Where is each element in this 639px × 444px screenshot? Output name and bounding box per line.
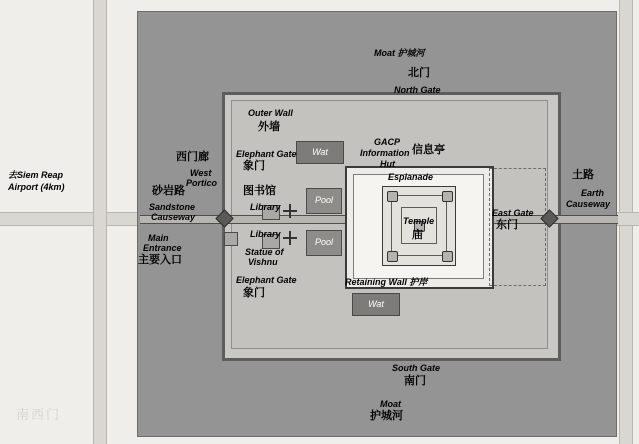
west-portico-en2-label: Portico [186,178,218,188]
outer-wall-cn-label: 外墙 [258,121,280,133]
north-gate-en-label: North Gate [394,85,441,95]
main-entrance-en2-label: Entrance [143,243,182,253]
east-gate-cn-label: 东门 [496,219,518,231]
elephant-gate-north-cn-label: 象门 [243,160,265,172]
sandstone-en2-label: Causeway [151,212,196,222]
elephant-gate-south-en-label: Elephant Gate [236,275,297,285]
wat-south-label: Wat [368,299,384,309]
moat-south-en-label: Moat [380,399,401,409]
gacp-line2-label: Information [360,148,410,158]
wat-north-label: Wat [312,147,328,157]
east-gate-en-label: East Gate [492,208,534,218]
temple-cn-label: 庙 [412,229,423,241]
gacp-line3-label: Hut [380,159,395,169]
library-north-en-label: Library [250,202,281,212]
pool-north-label: Pool [314,195,333,205]
west-portico-en1-label: West [190,168,212,178]
main-entrance-en1-label: Main [148,233,169,243]
gacp-cn-label: 信息亭 [412,144,445,156]
esplanade-label: Esplanade [388,172,434,182]
moat-south-cn-label: 护城河 [370,410,403,422]
library-north-cn-label: 图书馆 [243,185,276,197]
retaining-wall-label: Retaining Wall 护岸 [345,277,428,287]
elephant-gate-south-marker [283,231,297,245]
earth-causeway-en2-label: Causeway [566,199,611,209]
sandstone-en1-label: Sandstone [149,202,196,212]
north-gate-cn-label: 北门 [408,67,430,79]
outer-wall-en-label: Outer Wall [248,108,293,118]
library-south-en-label: Library [250,229,281,239]
siem-reap-airport-label: Airport (4km) [8,182,65,192]
main-entrance-cn-label: 主要入口 [138,254,182,266]
statue-en1-label: Statue of [245,247,284,257]
temple-en-label: Temple [403,216,435,226]
earth-causeway-cn-label: 土路 [572,169,594,181]
watermark-text: 南西门 [16,407,62,422]
wat-north [296,141,344,164]
elephant-gate-north-en-label: Elephant Gate [236,149,297,159]
wat-south [352,293,400,316]
siem-reap-cn-label: 去Siem Reap [8,170,64,180]
south-gate-cn-label: 南门 [404,375,426,387]
moat-north-label: Moat 护城河 [374,48,425,58]
elephant-gate-south-cn-label: 象门 [243,287,265,299]
entrance-gopura-block [224,232,238,246]
elephant-gate-north-marker [283,204,297,218]
sandstone-cn-label: 砂岩路 [152,185,185,197]
west-north-south-road [93,0,107,444]
earth-causeway-en1-label: Earth [581,188,605,198]
statue-en2-label: Vishnu [248,257,278,267]
pool-south [306,230,342,256]
west-access-road [0,212,140,226]
west-portico-cn-label: 西门廊 [176,151,209,163]
pool-north [306,188,342,214]
gacp-line1-label: GACP [374,137,401,147]
pool-south-label: Pool [314,237,333,247]
south-gate-en-label: South Gate [392,363,441,373]
